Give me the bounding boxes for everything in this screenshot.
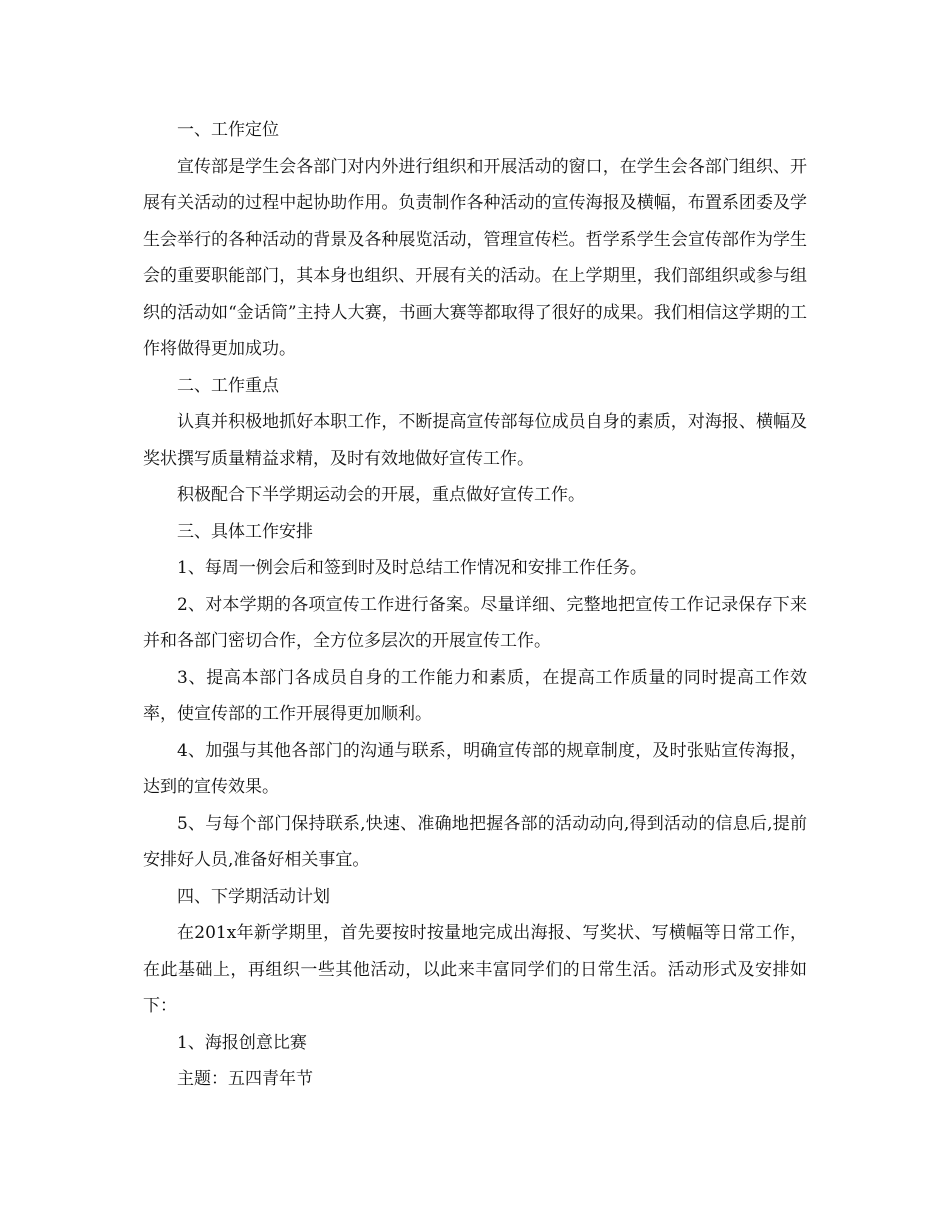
document-body bbox=[143, 112, 807, 1098]
paragraph-department-description: 宣传部是学生会各部门对内外进行组织和开展活动的窗口，在学生会各部门组织、开展有关活动的过程中起协助作用。负责制作各种活动的宣传海报及横幅，布置系团委及学生会举行的各种活动的背景及各种展览活动，管理宣传栏。哲学系学生会宣传部作为学生会的重要职能部门，其本身也组织、开展有关的活动。在上学期里，我们部组织或参与组织的活动如“金话筒”主持人大赛，书画大赛等都取得了很好的成果。我们相信这学期的工作将做得更加成功。 bbox=[143, 156, 807, 359]
list-item-poster-contest: 1、海报创意比赛 bbox=[177, 1032, 307, 1053]
paragraph-next-semester-intro: 在201x年新学期里，首先要按时按量地完成出海报、写奖状、写横幅等日常工作，在此基础上，再组织一些其他活动，以此来丰富同学们的日常生活。活动形式及安排如下： bbox=[143, 923, 807, 1016]
list-item-arrangement-2: 2、对本学期的各项宣传工作进行备案。尽量详细、完整地把宣传工作记录保存下来并和各部门密切合作，全方位多层次的开展宣传工作。 bbox=[143, 594, 807, 651]
paragraph-theme: 主题：五四青年节 bbox=[177, 1069, 313, 1089]
heading-work-focus: 二、工作重点 bbox=[177, 375, 279, 396]
heading-specific-arrangements: 三、具体工作安排 bbox=[177, 521, 313, 542]
paragraph-focus-sports-meet: 积极配合下半学期运动会的开展，重点做好宣传工作。 bbox=[177, 485, 585, 505]
list-item-arrangement-5: 5、与每个部门保持联系,快速、准确地把握各部的活动动向,得到活动的信息后,提前安排好人员,准备好相关事宜。 bbox=[143, 813, 807, 870]
paragraph-focus-quality: 认真并积极地抓好本职工作，不断提高宣传部每位成员自身的素质，对海报、横幅及奖状撰写质量精益求精，及时有效地做好宣传工作。 bbox=[143, 412, 807, 469]
list-item-arrangement-3: 3、提高本部门各成员自身的工作能力和素质，在提高工作质量的同时提高工作效率，使宣传部的工作开展得更加顺利。 bbox=[143, 667, 807, 724]
list-item-arrangement-1: 1、每周一例会后和签到时及时总结工作情况和安排工作任务。 bbox=[177, 558, 647, 578]
heading-next-semester-plan: 四、下学期活动计划 bbox=[177, 886, 330, 907]
heading-work-positioning: 一、工作定位 bbox=[177, 120, 279, 140]
list-item-arrangement-4: 4、加强与其他各部门的沟通与联系，明确宣传部的规章制度，及时张贴宣传海报，达到的宣传效果。 bbox=[143, 740, 807, 797]
